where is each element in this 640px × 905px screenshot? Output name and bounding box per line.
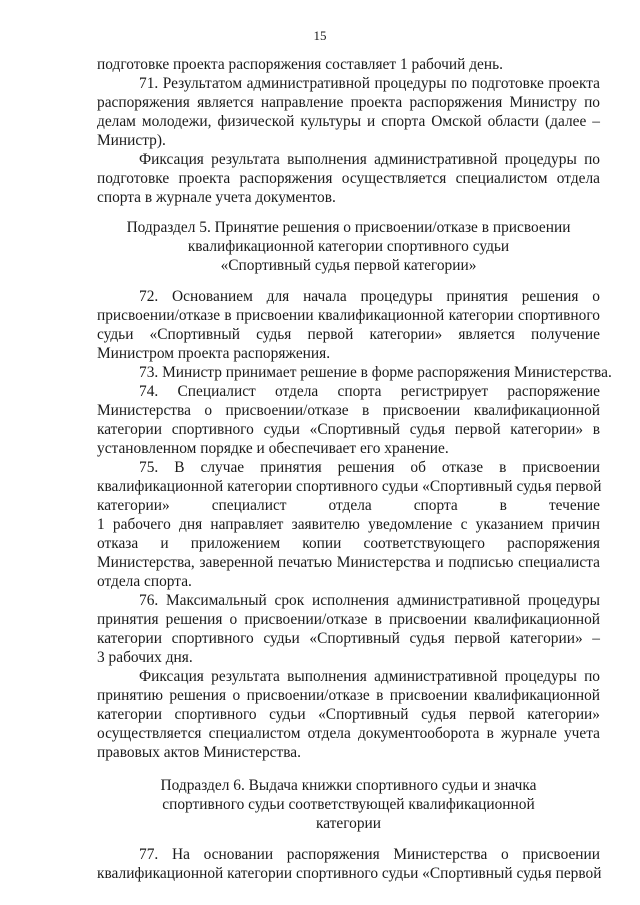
paragraph-line: 72. Основанием для начала процедуры принятия решения о — [139, 288, 600, 305]
paragraph-line: установленном порядке и обеспечивает его хранение. — [97, 440, 449, 457]
paragraph-line: Министерства о присвоении/отказе в присвоении квалификационной — [97, 402, 600, 419]
paragraph-line: Фиксация результата выполнения административной процедуры по — [139, 668, 600, 685]
paragraph-line: судьи «Спортивный судья первой категории» является получение — [97, 326, 600, 343]
paragraph-line: 73. Министр принимает решение в форме распоряжения Министерства. — [139, 364, 612, 381]
paragraph-line: Министр). — [97, 132, 166, 149]
paragraph-line: Министром проекта распоряжения. — [97, 345, 331, 362]
paragraph-line: делам молодежи, физической культуры и спорта Омской области (далее – — [97, 113, 600, 130]
paragraph-line: категории спортивного судьи «Спортивный судья первой категории» в — [97, 421, 600, 438]
paragraph-line: квалификационной категории спортивного судьи «Спортивный судья первой — [97, 478, 602, 495]
paragraph-line: категории спортивного судьи «Спортивный судья первой категории» – — [97, 630, 600, 647]
paragraph-line: квалификационной категории спортивного судьи «Спортивный судья первой — [97, 865, 602, 882]
paragraph-line: 71. Результатом административной процедуры по подготовке проекта — [139, 75, 600, 92]
paragraph-line: распоряжения является направление проекта распоряжения Министру по — [97, 94, 600, 111]
section-heading: категории — [315, 815, 382, 832]
paragraph-line: принятия решения о присвоении/отказе в присвоении квалификационной — [97, 611, 600, 628]
paragraph-line: категории» специалист отдела спорта в течение — [97, 497, 600, 514]
paragraph-line: 75. В случае принятия решения об отказе в присвоении — [139, 459, 600, 476]
paragraph-line: осуществляется специалистом отдела документооборота в журнале учета — [97, 725, 600, 742]
paragraph-line: отдела спорта. — [97, 573, 192, 590]
paragraph-line: 77. На основании распоряжения Министерства о присвоении — [139, 846, 600, 863]
paragraph-line: подготовке проекта распоряжения осуществляется специалистом отдела — [97, 170, 600, 187]
section-heading: Подраздел 5. Принятие решения о присвоении/отказе в присвоении — [126, 219, 571, 236]
section-heading: квалификационной категории спортивного судьи — [187, 238, 510, 255]
paragraph-line: категории спортивного судьи «Спортивный судья первой категории» — [97, 706, 600, 723]
paragraph-line: 76. Максимальный срок исполнения административной процедуры — [139, 592, 600, 609]
section-heading: «Спортивный судья первой категории» — [220, 257, 477, 274]
paragraph-line: Министерства, заверенной печатью Министерства и подписью специалиста — [97, 554, 600, 571]
paragraph-line: правовых актов Министерства. — [97, 744, 301, 761]
section-heading: Подраздел 6. Выдача книжки спортивного судьи и значка — [160, 777, 537, 794]
paragraph-line: 74. Специалист отдела спорта регистрирует распоряжение — [139, 383, 600, 400]
paragraph-line: присвоении/отказе в присвоении квалификационной категории спортивного — [97, 307, 600, 324]
paragraph-line: подготовке проекта распоряжения составляет 1 рабочий день. — [97, 56, 503, 73]
page-number: 15 — [313, 28, 327, 43]
paragraph-line: 1 рабочего дня направляет заявителю уведомление с указанием причин — [97, 516, 600, 533]
paragraph-line: отказа и приложением копии соответствующего распоряжения — [97, 535, 600, 552]
paragraph-line: принятию решения о присвоении/отказе в присвоении квалификационной — [97, 687, 600, 704]
section-heading: спортивного судьи соответствующей квалификационной — [162, 796, 535, 813]
paragraph-line: 3 рабочих дня. — [97, 649, 193, 666]
paragraph-line: Фиксация результата выполнения административной процедуры по — [139, 151, 600, 168]
paragraph-line: спорта в журнале учета документов. — [97, 189, 336, 206]
